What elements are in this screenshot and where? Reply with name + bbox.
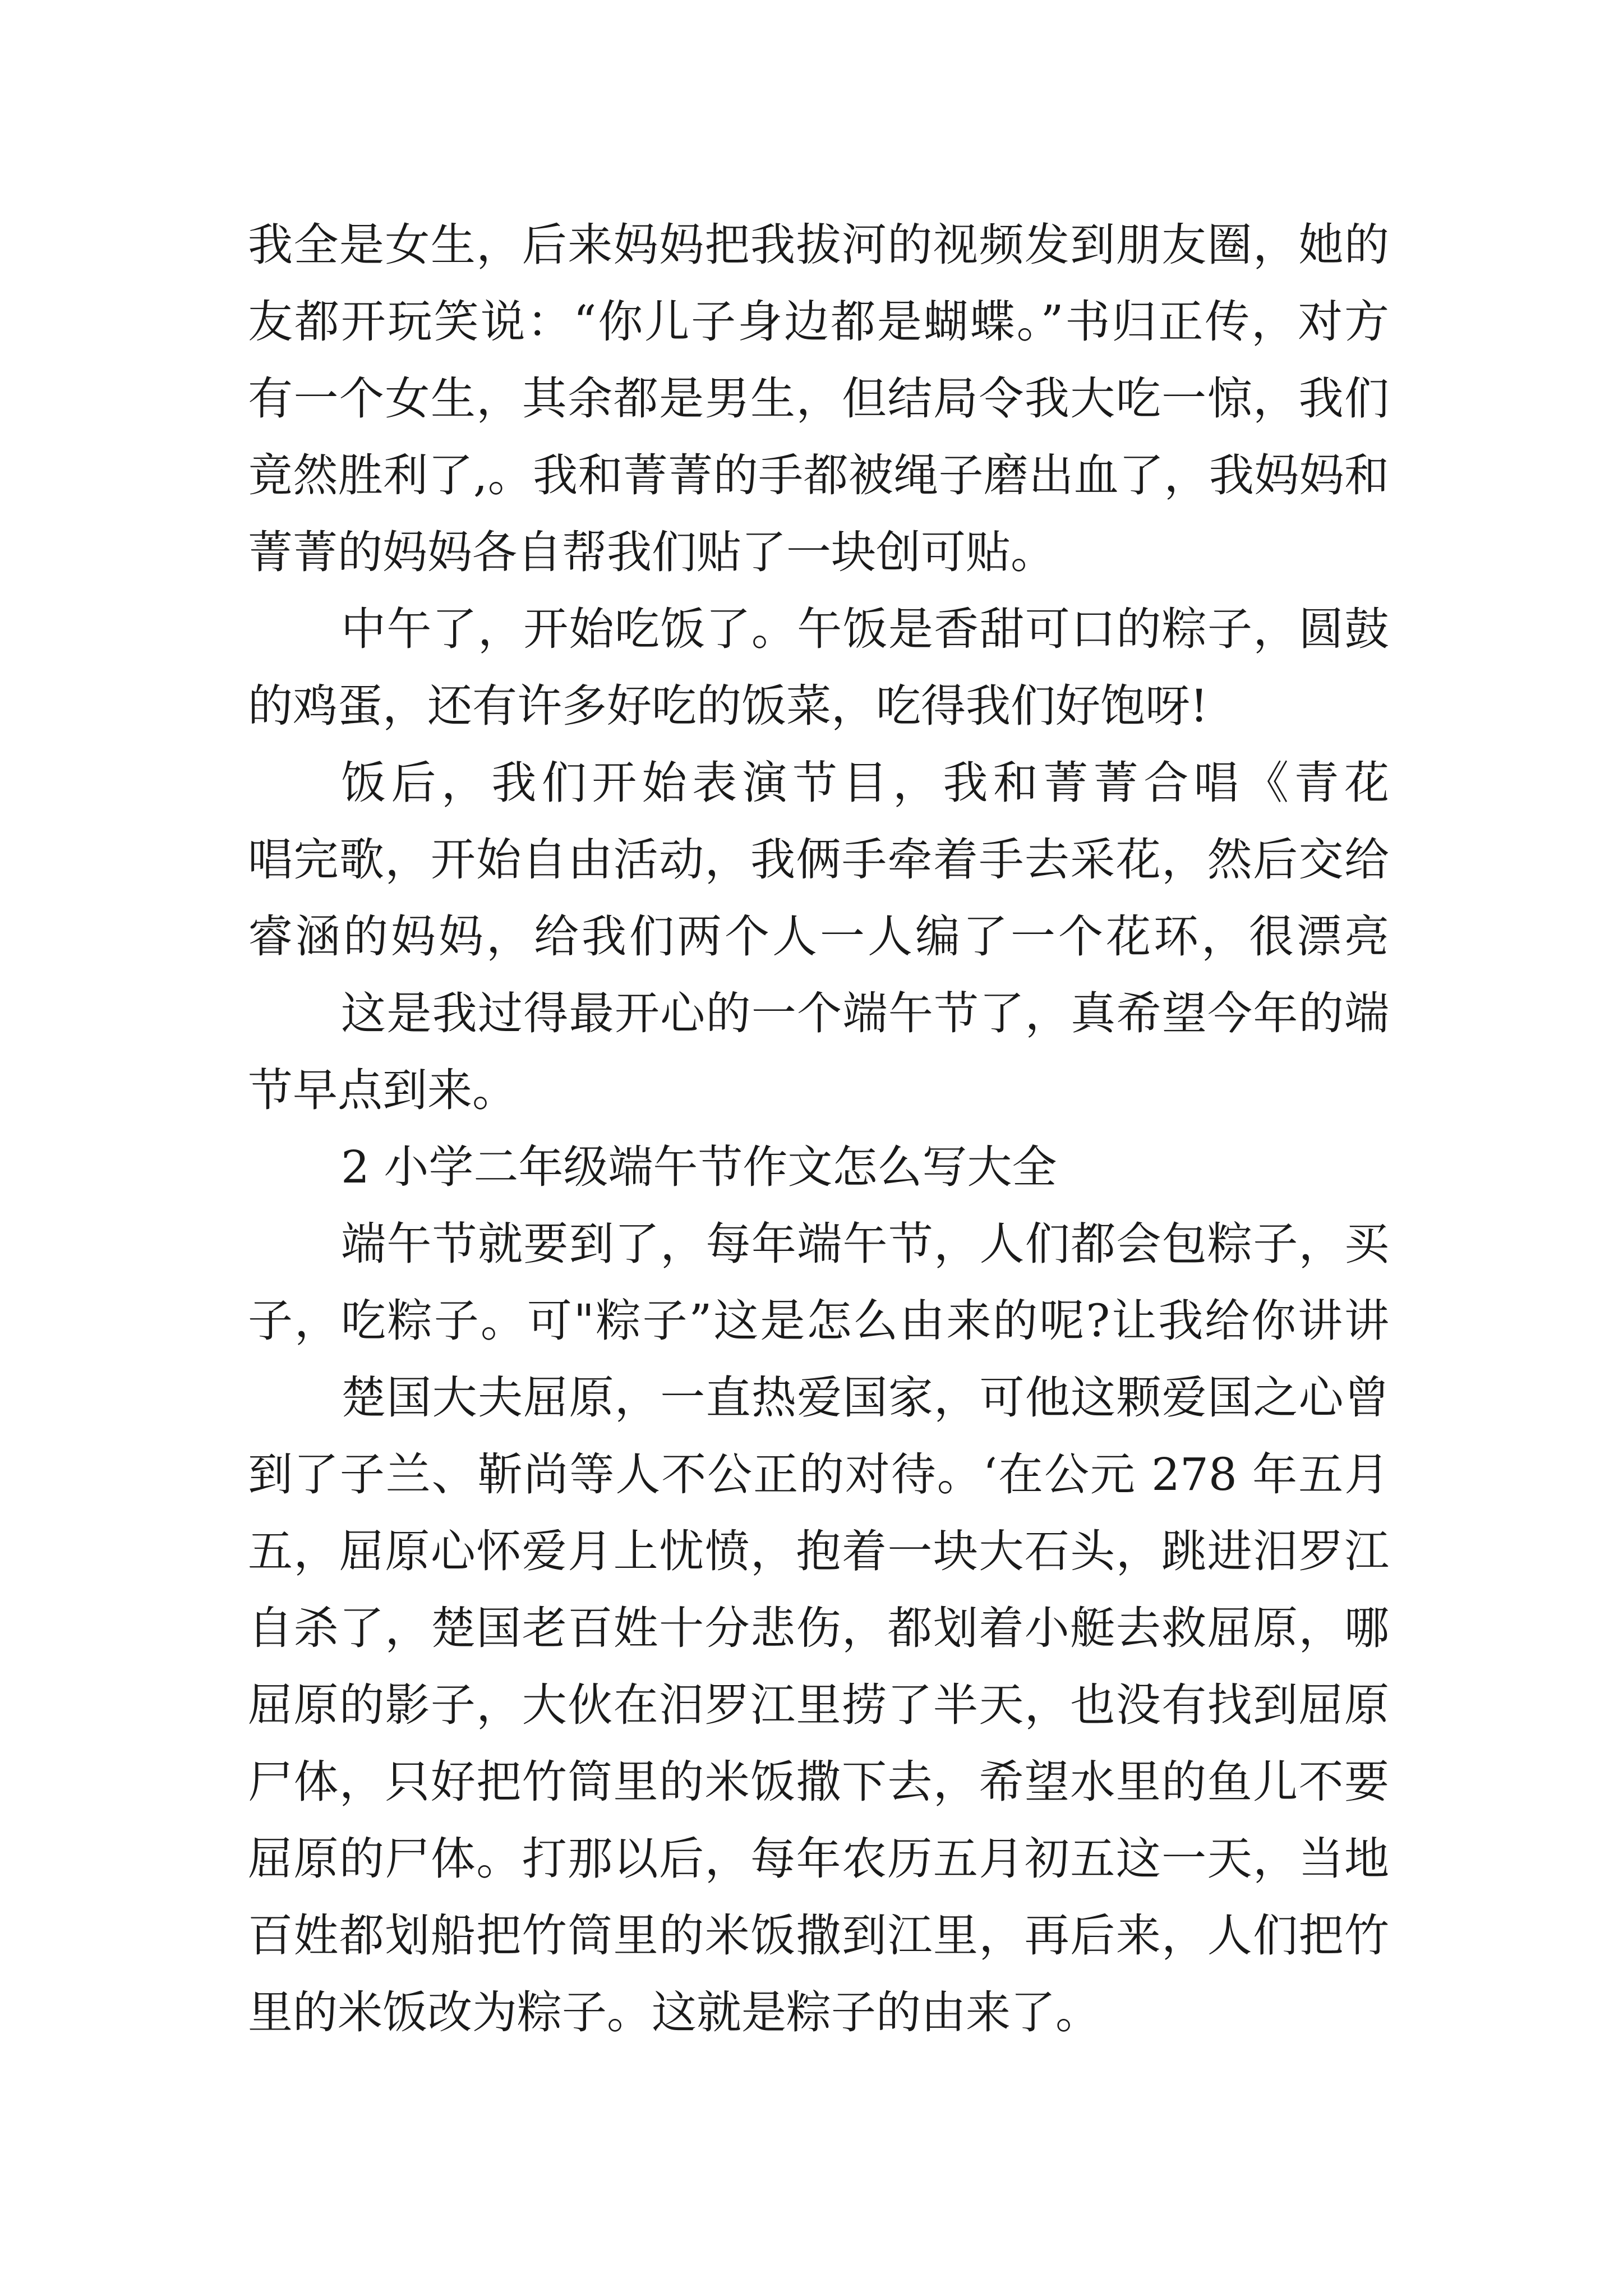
text-line: 屈原的影子，大伙在汨罗江里捞了半天，也没有找到屈原 bbox=[248, 1679, 1389, 1731]
text-line: 里的米饭改为粽子。这就是粽子的由来了。 bbox=[248, 1986, 1100, 2039]
text-line: 友都开玩笑说：“你儿子身边都是蝴蝶。”书归正传，对方 bbox=[248, 296, 1389, 348]
text-line: 百姓都划船把竹筒里的米饭撒到江里，再后来，人们把竹 bbox=[248, 1910, 1389, 1962]
body-text bbox=[248, 206, 1389, 2051]
text-line: 睿涵的妈妈，给我们两个人一人编了一个花环，很漂亮 bbox=[248, 910, 1389, 963]
text-line: 的鸡蛋，还有许多好吃的饭菜，吃得我们好饱呀! bbox=[248, 680, 1209, 732]
text-line: 楚国大夫屈原，一直热爱国家，可他这颗爱国之心曾 bbox=[341, 1372, 1389, 1424]
text-line: 唱完歌，开始自由活动，我俩手牵着手去采花，然后交给 bbox=[248, 834, 1389, 886]
text-line: 到了子兰、靳尚等人不公正的对待。‘在公元 278 年五月 bbox=[248, 1448, 1389, 1501]
text-line: 饭后，我们开始表演节目，我和菁菁合唱《青花 bbox=[341, 757, 1389, 809]
text-line: 中午了，开始吃饭了。午饭是香甜可口的粽子，圆鼓 bbox=[341, 603, 1389, 655]
text-line: 竟然胜利了,。我和菁菁的手都被绳子磨出血了，我妈妈和 bbox=[248, 449, 1389, 501]
text-line: 子，吃粽子。可"粽子”这是怎么由来的呢?让我给你讲讲 bbox=[248, 1295, 1389, 1347]
text-line: 菁菁的妈妈各自帮我们贴了一块创可贴。 bbox=[248, 526, 1055, 578]
text-line: 节早点到来。 bbox=[248, 1064, 517, 1116]
text-line: 这是我过得最开心的一个端午节了，真希望今年的端 bbox=[341, 987, 1389, 1039]
text-line: 尸体，只好把竹筒里的米饭撒下去，希望水里的鱼儿不要 bbox=[248, 1756, 1389, 1808]
text-line: 五，屈原心怀爱月上忧愤，抱着一块大石头，跳进汨罗江 bbox=[248, 1525, 1389, 1577]
section-heading: 2 小学二年级端午节作文怎么写大全 bbox=[341, 1141, 1057, 1193]
text-line: 屈原的尸体。打那以后，每年农历五月初五这一天，当地 bbox=[248, 1833, 1389, 1885]
text-line: 有一个女生，其余都是男生，但结局令我大吃一惊，我们 bbox=[248, 372, 1389, 425]
text-line: 我全是女生，后来妈妈把我拔河的视频发到朋友圈，她的 bbox=[248, 219, 1389, 271]
text-line: 端午节就要到了，每年端午节，人们都会包粽子，买 bbox=[341, 1218, 1389, 1270]
text-line: 自杀了，楚国老百姓十分悲伤，都划着小艇去救屈原，哪 bbox=[248, 1602, 1389, 1654]
